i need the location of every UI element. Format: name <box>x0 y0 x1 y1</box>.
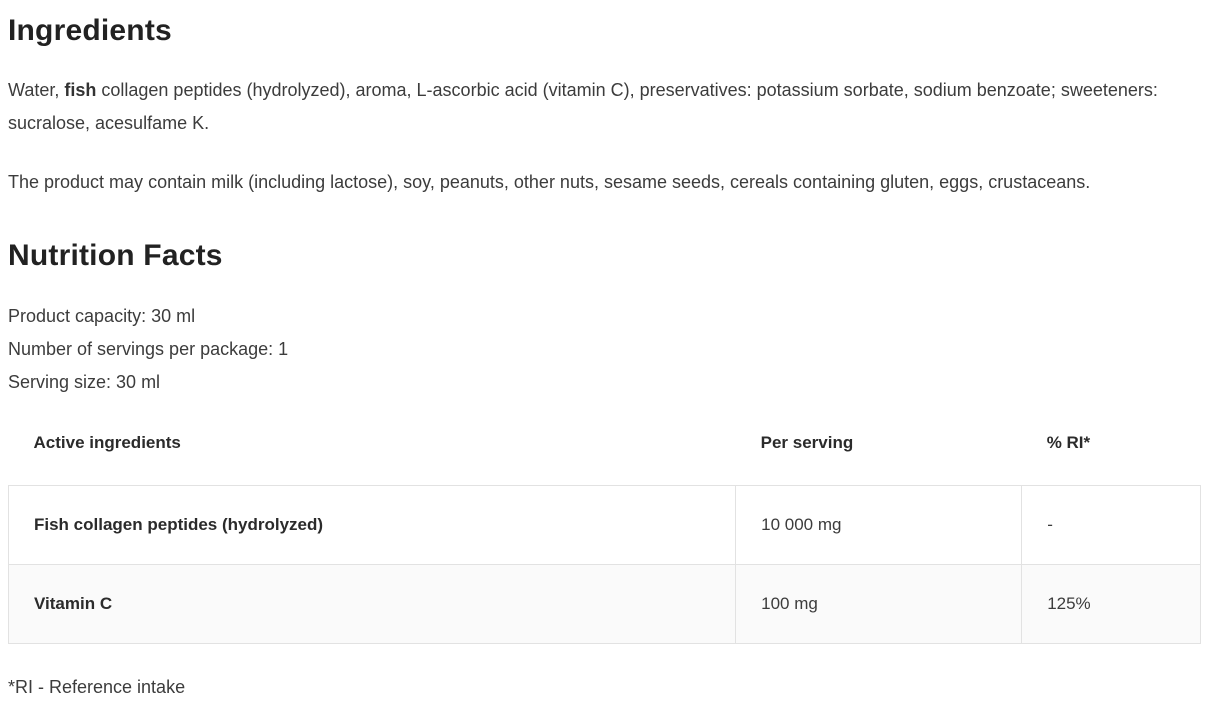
reference-intake-footnote: *RI - Reference intake <box>8 677 186 697</box>
nutrition-facts-heading: Nutrition Facts <box>8 239 223 272</box>
nutrition-table <box>8 433 1201 644</box>
cell-per-serving: 100 mg <box>736 565 1022 644</box>
cell-ri: - <box>1022 486 1201 565</box>
cell-per-serving: 10 000 mg <box>736 486 1022 565</box>
cell-ingredient-name: Fish collagen peptides (hydrolyzed) <box>9 486 736 565</box>
composition-paragraph <box>8 74 1188 140</box>
table-row <box>9 486 1201 565</box>
cell-ingredient-name: Vitamin C <box>9 565 736 644</box>
composition-bold-word: fish <box>64 80 97 100</box>
header-per-serving: Per serving <box>760 433 854 452</box>
header-active-ingredients: Active ingredients <box>33 433 181 452</box>
serving-info <box>8 300 1201 399</box>
serving-size-line: Serving size: 30 ml <box>8 372 161 392</box>
nutrition-table-body <box>9 486 1201 644</box>
allergen-paragraph: The product may contain milk (including lactose), soy, peanuts, other nuts, sesame seeds, cereals containing gluten, eggs, crustaceans. <box>8 172 1091 192</box>
composition-rest: collagen peptides (hydrolyzed), aroma, L-ascorbic acid (vitamin C), preservatives: potassium sorbate, sodium benzoate; sweeteners: sucralose, acesulfame K. <box>8 80 1158 133</box>
table-header-row <box>9 433 1201 486</box>
header-percent-ri: % RI* <box>1046 433 1091 452</box>
table-row <box>9 565 1201 644</box>
product-capacity-line: Product capacity: 30 ml <box>8 306 196 326</box>
nutrition-table-header <box>9 433 1201 486</box>
composition-prefix: Water, <box>8 80 65 100</box>
cell-ri: 125% <box>1022 565 1201 644</box>
servings-per-package-line: Number of servings per package: 1 <box>8 339 289 359</box>
ingredients-heading: Ingredients <box>8 14 172 47</box>
